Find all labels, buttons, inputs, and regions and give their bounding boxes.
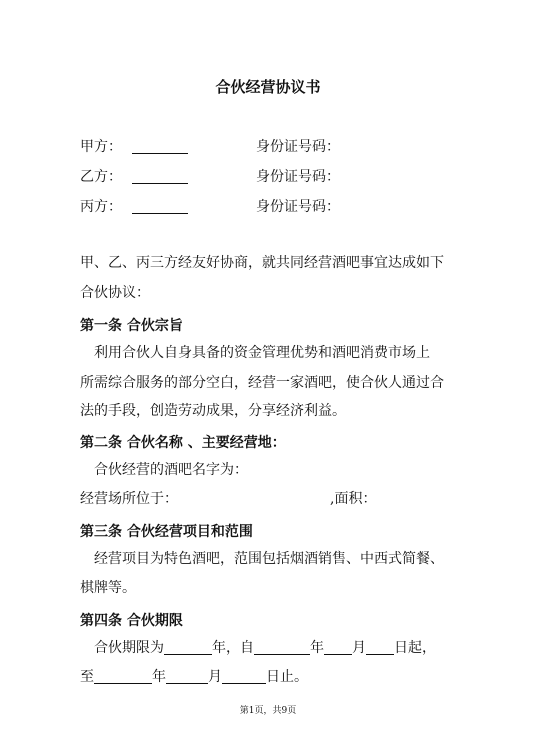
intro-line-2: 合伙协议：: [80, 285, 150, 301]
term-text: 月: [208, 669, 222, 685]
party-b-blank: [132, 169, 188, 184]
term-text: 月: [352, 640, 366, 656]
party-c-row: [80, 196, 340, 216]
blank-end-year: [94, 669, 152, 684]
blank-start-year: [254, 640, 310, 655]
article-1-line-1: 利用合伙人自身具备的资金管理优势和酒吧消费市场上: [94, 345, 430, 361]
venue-location-label: 经营场所位于：: [80, 491, 178, 507]
document-title: 合伙经营协议书: [215, 78, 321, 96]
blank-end-day: [222, 669, 266, 684]
venue-area-label: ,面积：: [330, 491, 377, 507]
term-text: 年，自: [212, 640, 254, 656]
article-3-line-2: 棋牌等。: [80, 580, 136, 596]
page-footer: 第1页，共9页: [239, 706, 297, 716]
party-b-row: [80, 166, 340, 186]
blank-end-month: [166, 669, 208, 684]
party-a-id-label: 身份证号码：: [256, 139, 340, 155]
article-2-line-1: 合伙经营的酒吧名字为：: [94, 462, 248, 478]
party-a-row: [80, 136, 340, 156]
term-text: 日起，: [394, 640, 436, 656]
blank-years: [164, 640, 212, 655]
party-c-id-label: 身份证号码：: [256, 199, 340, 215]
article-1-line-3: 法的手段，创造劳动成果，分享经济利益。: [80, 403, 346, 419]
party-a-label: 甲方：: [80, 139, 122, 155]
term-text: 合伙期限为: [94, 640, 164, 656]
party-a-blank: [132, 139, 188, 154]
article-2-line-2: [80, 485, 460, 514]
party-b-id-label: 身份证号码：: [256, 169, 340, 185]
article-1-line-2: 所需综合服务的部分空白，经营一家酒吧，使合伙人通过合: [80, 375, 444, 391]
article-4-heading: 第四条 合伙期限: [80, 613, 183, 629]
article-1-heading: 第一条 合伙宗旨: [80, 318, 183, 334]
term-text: 年: [310, 640, 324, 656]
term-text: 日止。: [266, 669, 308, 685]
blank-start-day: [366, 640, 394, 655]
party-c-label: 丙方：: [80, 199, 122, 215]
term-text: 年: [152, 669, 166, 685]
blank-start-month: [324, 640, 352, 655]
article-2-heading: 第二条 合伙名称 、主要经营地：: [80, 435, 286, 451]
term-text: 至: [80, 669, 94, 685]
article-4-line-1: [80, 634, 474, 663]
article-3-line-1: 经营项目为特色酒吧，范围包括烟酒销售、中西式简餐、: [94, 551, 444, 567]
party-c-blank: [132, 199, 188, 214]
party-b-label: 乙方：: [80, 169, 122, 185]
intro-line-1: 甲、乙、丙三方经友好协商，就共同经营酒吧事宜达成如下: [80, 255, 444, 271]
article-4-line-2: [80, 663, 460, 692]
article-3-heading: 第三条 合伙经营项目和范围: [80, 524, 253, 540]
